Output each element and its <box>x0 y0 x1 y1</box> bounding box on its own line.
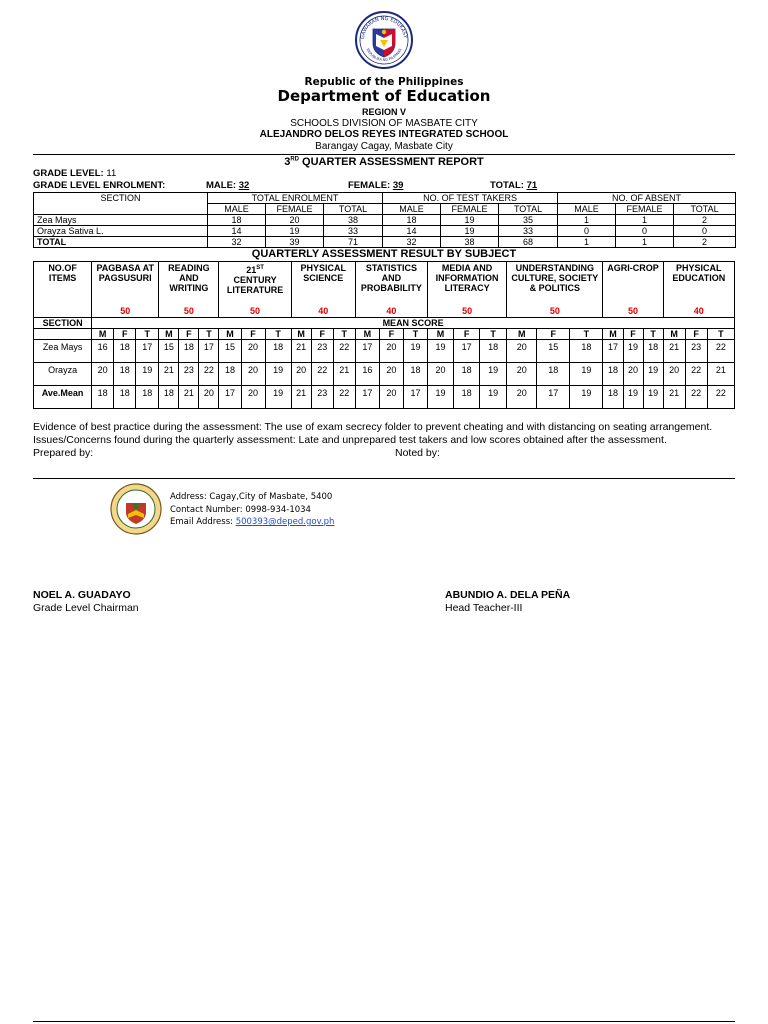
mft-header: M <box>663 329 685 340</box>
enrolment-cell: 1 <box>616 215 674 226</box>
score-cell: 17 <box>603 340 623 363</box>
enrolment-cell: 33 <box>499 226 558 237</box>
republic-line: Republic of the Philippines <box>304 76 464 88</box>
score-cell: 17 <box>403 386 427 409</box>
enrolment-cell: 19 <box>266 226 324 237</box>
score-cell: 21 <box>707 363 734 386</box>
score-cell: 20 <box>507 386 537 409</box>
items-count: 50 <box>183 306 194 317</box>
subject-header <box>663 262 734 318</box>
score-cell: 19 <box>570 386 603 409</box>
enrolment-cell: 18 <box>208 215 266 226</box>
school-name: ALEJANDRO DELOS REYES INTEGRATED SCHOOL <box>259 129 509 141</box>
mft-header: T <box>480 329 507 340</box>
score-cell: 15 <box>219 340 241 363</box>
female-header: FEMALE <box>616 204 674 215</box>
total-header: TOTAL <box>674 204 736 215</box>
subject-header <box>92 262 159 318</box>
mft-header: M <box>219 329 241 340</box>
subject-header <box>355 262 427 318</box>
items-count: 50 <box>628 306 639 317</box>
score-cell: 19 <box>265 363 291 386</box>
header-divider <box>33 154 735 155</box>
school-logo-icon <box>110 483 162 535</box>
grade-level-label: GRADE LEVEL: <box>33 168 104 180</box>
score-cell: 23 <box>179 363 199 386</box>
score-cell: 18 <box>603 386 623 409</box>
prepared-by-label: Prepared by: <box>33 447 94 460</box>
mft-header: M <box>603 329 623 340</box>
score-cell: 21 <box>663 386 685 409</box>
score-row <box>34 340 735 363</box>
score-cell: 19 <box>623 386 643 409</box>
enrolment-cell: 2 <box>674 237 736 248</box>
score-cell: 18 <box>603 363 623 386</box>
section-label: SECTION <box>34 318 92 329</box>
score-cell: 19 <box>643 363 663 386</box>
enrolment-cell: 38 <box>324 215 383 226</box>
noted-by-label: Noted by: <box>395 447 440 460</box>
enrolment-rows <box>34 215 736 248</box>
enrolment-cell: 0 <box>616 226 674 237</box>
enrolment-cell: 39 <box>266 237 324 248</box>
items-count: 50 <box>549 306 560 317</box>
score-cell: 20 <box>379 386 403 409</box>
mft-header: F <box>623 329 643 340</box>
score-cell: 20 <box>507 340 537 363</box>
mft-header: M <box>507 329 537 340</box>
seal-top-text: GAWARAN NG EDUKASY <box>359 15 408 40</box>
score-cell: 17 <box>219 386 241 409</box>
score-cell: 18 <box>179 340 199 363</box>
score-cell: 18 <box>403 363 427 386</box>
score-cell: 18 <box>136 386 159 409</box>
score-cell: 18 <box>265 340 291 363</box>
male-header: MALE <box>383 204 441 215</box>
score-cell: 19 <box>480 386 507 409</box>
evidence-text: Evidence of best practice during the assessment: The use of exam secrecy folder to prevent cheating and with distancing on seating arrangement. <box>33 421 713 434</box>
row-section-name: Ave.Mean <box>34 386 92 409</box>
score-cell: 18 <box>114 340 136 363</box>
enrolment-cell: 71 <box>324 237 383 248</box>
score-cell: 20 <box>291 363 311 386</box>
items-count: 50 <box>250 306 261 317</box>
score-cell: 18 <box>92 386 114 409</box>
score-cell: 18 <box>570 340 603 363</box>
score-cell: 19 <box>136 363 159 386</box>
subject-header-row <box>34 262 735 318</box>
subject-name: READING AND WRITING <box>168 263 210 294</box>
subject-name-rest: CENTURY LITERATURE <box>226 275 284 296</box>
section-row <box>34 318 735 329</box>
mft-header: M <box>428 329 454 340</box>
grade-level-value: 11 <box>106 168 117 180</box>
mft-header: T <box>707 329 734 340</box>
mft-header: F <box>454 329 480 340</box>
score-cell: 20 <box>241 386 265 409</box>
school-contact-info <box>170 491 334 529</box>
male-summary: MALE: 32 <box>206 180 250 192</box>
score-cell: 22 <box>707 386 734 409</box>
male-header: MALE <box>208 204 266 215</box>
enrolment-row <box>34 226 736 237</box>
deped-seal-icon <box>354 10 414 70</box>
score-cell: 18 <box>114 386 136 409</box>
contact-number: Contact Number: 0998-934-1034 <box>170 504 311 515</box>
score-cell: 16 <box>92 340 114 363</box>
row-section-name: Orayza <box>34 363 92 386</box>
items-count: 40 <box>693 306 704 317</box>
score-cell: 20 <box>241 363 265 386</box>
email-line: Email Address: 500393@deped.gov.ph <box>170 517 335 527</box>
score-cell: 17 <box>454 340 480 363</box>
score-cell: 17 <box>355 386 379 409</box>
report-title: 3RD QUARTER ASSESSMENT REPORT <box>284 156 484 169</box>
score-cell: 20 <box>623 363 643 386</box>
score-cell: 18 <box>114 363 136 386</box>
score-cell: 19 <box>403 340 427 363</box>
score-cell: 16 <box>355 363 379 386</box>
score-cell: 20 <box>379 340 403 363</box>
division-line: SCHOOLS DIVISION OF MASBATE CITY <box>290 117 478 129</box>
blank-cell <box>34 329 92 340</box>
score-cell: 15 <box>159 340 179 363</box>
quarterly-rows <box>34 340 735 409</box>
quarterly-results-table <box>33 261 735 409</box>
score-cell: 18 <box>159 386 179 409</box>
school-address-line: Address: Cagay,City of Masbate, 5400 <box>170 492 333 502</box>
subject-header <box>428 262 507 318</box>
subject-name: PHYSICAL SCIENCE <box>300 263 346 284</box>
score-cell: 21 <box>291 340 311 363</box>
letterhead <box>33 10 735 152</box>
score-cell: 20 <box>199 386 219 409</box>
signatory-left-name: NOEL A. GUADAYO <box>33 589 131 601</box>
score-cell: 19 <box>428 340 454 363</box>
score-cell: 22 <box>311 363 333 386</box>
items-count: 50 <box>120 306 131 317</box>
subject-name: PAGBASA AT PAGSUSURI <box>96 263 154 284</box>
department-name: Department of Education <box>277 87 491 106</box>
score-cell: 17 <box>199 340 219 363</box>
mft-header: M <box>291 329 311 340</box>
enrolment-cell: 68 <box>499 237 558 248</box>
score-cell: 19 <box>623 340 643 363</box>
score-cell: 20 <box>241 340 265 363</box>
section-name: Orayza Sativa L. <box>34 226 208 237</box>
enrolment-cell: 19 <box>441 215 499 226</box>
mft-header: T <box>403 329 427 340</box>
score-cell: 21 <box>333 363 355 386</box>
mft-header: M <box>159 329 179 340</box>
subject-name: PHYSICAL EDUCATION <box>672 263 726 284</box>
enrolment-label: GRADE LEVEL ENROLMENT: <box>33 180 166 192</box>
seal-bottom-text: REPUBLIKA NG PILIPINAS <box>365 47 403 63</box>
male-header: MALE <box>558 204 616 215</box>
mft-header: M <box>355 329 379 340</box>
score-cell: 20 <box>92 363 114 386</box>
score-cell: 19 <box>643 386 663 409</box>
score-row <box>34 363 735 386</box>
items-count: 40 <box>318 306 329 317</box>
total-enrolment-header: TOTAL ENROLMENT <box>208 193 383 204</box>
signatory-left-title: Grade Level Chairman <box>33 602 139 614</box>
score-cell: 15 <box>537 340 570 363</box>
quarterly-title: QUARTERLY ASSESSMENT RESULT BY SUBJECT <box>251 248 517 261</box>
signatory-right <box>445 589 570 615</box>
enrolment-cell: 0 <box>558 226 616 237</box>
enrolment-row <box>34 237 736 248</box>
school-address: Barangay Cagay, Masbate City <box>315 140 453 152</box>
mft-header: M <box>92 329 114 340</box>
subject-header <box>603 262 663 318</box>
score-cell: 22 <box>199 363 219 386</box>
score-cell: 17 <box>355 340 379 363</box>
subject-header <box>159 262 219 318</box>
score-cell: 18 <box>643 340 663 363</box>
items-count: 40 <box>386 306 397 317</box>
score-cell: 18 <box>537 363 570 386</box>
subject-name <box>219 263 290 295</box>
female-header: FEMALE <box>266 204 324 215</box>
mft-header: T <box>333 329 355 340</box>
enrolment-cell: 32 <box>208 237 266 248</box>
enrolment-cell: 19 <box>441 226 499 237</box>
absent-header: NO. OF ABSENT <box>558 193 736 204</box>
email-link[interactable]: 500393@deped.gov.ph <box>235 517 335 527</box>
subject-header <box>291 262 355 318</box>
mft-header: T <box>199 329 219 340</box>
score-cell: 20 <box>663 363 685 386</box>
score-cell: 21 <box>291 386 311 409</box>
score-cell: 23 <box>311 340 333 363</box>
score-cell: 21 <box>159 363 179 386</box>
score-cell: 19 <box>428 386 454 409</box>
section-name: Zea Mays <box>34 215 208 226</box>
mft-header: F <box>685 329 707 340</box>
enrolment-cell: 1 <box>558 215 616 226</box>
score-cell: 22 <box>685 363 707 386</box>
score-cell: 22 <box>333 340 355 363</box>
enrolment-cell: 0 <box>674 226 736 237</box>
signatory-right-title: Head Teacher-III <box>445 602 523 614</box>
enrolment-cell: 2 <box>674 215 736 226</box>
issues-text: Issues/Concerns found during the quarterly assessment: Late and unprepared test takers and low scores obtained after the assessment. <box>33 434 667 447</box>
score-cell: 19 <box>480 363 507 386</box>
score-cell: 22 <box>707 340 734 363</box>
region-line: REGION V <box>361 107 406 118</box>
enrolment-cell: 14 <box>208 226 266 237</box>
enrolment-cell: 33 <box>324 226 383 237</box>
score-cell: 23 <box>311 386 333 409</box>
enrolment-cell: 18 <box>383 215 441 226</box>
score-cell: 18 <box>480 340 507 363</box>
page-bottom-divider <box>33 1021 735 1022</box>
score-cell: 19 <box>570 363 603 386</box>
signatory-right-name: ABUNDIO A. DELA PEÑA <box>445 589 571 601</box>
row-section-name: Zea Mays <box>34 340 92 363</box>
section-name: TOTAL <box>34 237 208 248</box>
items-label: NO.OF ITEMS <box>34 262 92 318</box>
score-cell: 21 <box>663 340 685 363</box>
subject-name: AGRI-CROP <box>607 263 659 274</box>
subject-name: STATISTICS AND PROBABILITY <box>360 263 422 294</box>
mft-header: F <box>379 329 403 340</box>
footer-divider <box>33 478 735 479</box>
enrolment-cell: 1 <box>558 237 616 248</box>
enrolment-cell: 35 <box>499 215 558 226</box>
enrolment-cell: 14 <box>383 226 441 237</box>
report-page <box>33 10 735 461</box>
mft-header: T <box>265 329 291 340</box>
score-cell: 20 <box>428 363 454 386</box>
mean-score-label: MEAN SCORE <box>92 318 735 329</box>
mft-header: F <box>241 329 265 340</box>
subject-header <box>507 262 603 318</box>
score-cell: 17 <box>537 386 570 409</box>
score-cell: 19 <box>265 386 291 409</box>
score-cell: 23 <box>685 340 707 363</box>
mft-header: T <box>570 329 603 340</box>
enrolment-cell: 38 <box>441 237 499 248</box>
enrolment-row <box>34 215 736 226</box>
score-cell: 18 <box>454 363 480 386</box>
score-cell: 18 <box>219 363 241 386</box>
mft-header: F <box>311 329 333 340</box>
score-row <box>34 386 735 409</box>
enrolment-table <box>33 192 736 248</box>
subject-name-suffix: ST <box>256 265 264 272</box>
subject-header <box>219 262 291 318</box>
total-summary: TOTAL: 71 <box>490 180 538 192</box>
school-footer <box>110 483 510 537</box>
total-header: TOTAL <box>499 204 558 215</box>
female-summary: FEMALE: 39 <box>348 180 404 192</box>
score-cell: 21 <box>179 386 199 409</box>
enrolment-cell: 32 <box>383 237 441 248</box>
test-takers-header: NO. OF TEST TAKERS <box>383 193 558 204</box>
score-cell: 20 <box>507 363 537 386</box>
subject-name: UNDERSTANDING CULTURE, SOCIETY & POLITICS <box>511 263 599 294</box>
section-header: SECTION <box>34 193 208 215</box>
mft-header: T <box>643 329 663 340</box>
mft-header: F <box>537 329 570 340</box>
notes <box>33 421 735 461</box>
subject-name-number: 21 <box>246 265 257 276</box>
enrolment-cell: 1 <box>616 237 674 248</box>
score-cell: 17 <box>136 340 159 363</box>
items-count: 50 <box>462 306 473 317</box>
enrolment-cell: 20 <box>266 215 324 226</box>
mft-header: T <box>136 329 159 340</box>
score-cell: 22 <box>685 386 707 409</box>
mft-header: F <box>179 329 199 340</box>
subject-name: MEDIA AND INFORMATION LITERACY <box>435 263 499 294</box>
score-cell: 18 <box>454 386 480 409</box>
mft-header: F <box>114 329 136 340</box>
total-header: TOTAL <box>324 204 383 215</box>
score-cell: 22 <box>333 386 355 409</box>
signatory-left <box>33 589 139 615</box>
female-header: FEMALE <box>441 204 499 215</box>
mft-row <box>34 329 735 340</box>
grade-level-summary <box>33 168 735 192</box>
score-cell: 20 <box>379 363 403 386</box>
